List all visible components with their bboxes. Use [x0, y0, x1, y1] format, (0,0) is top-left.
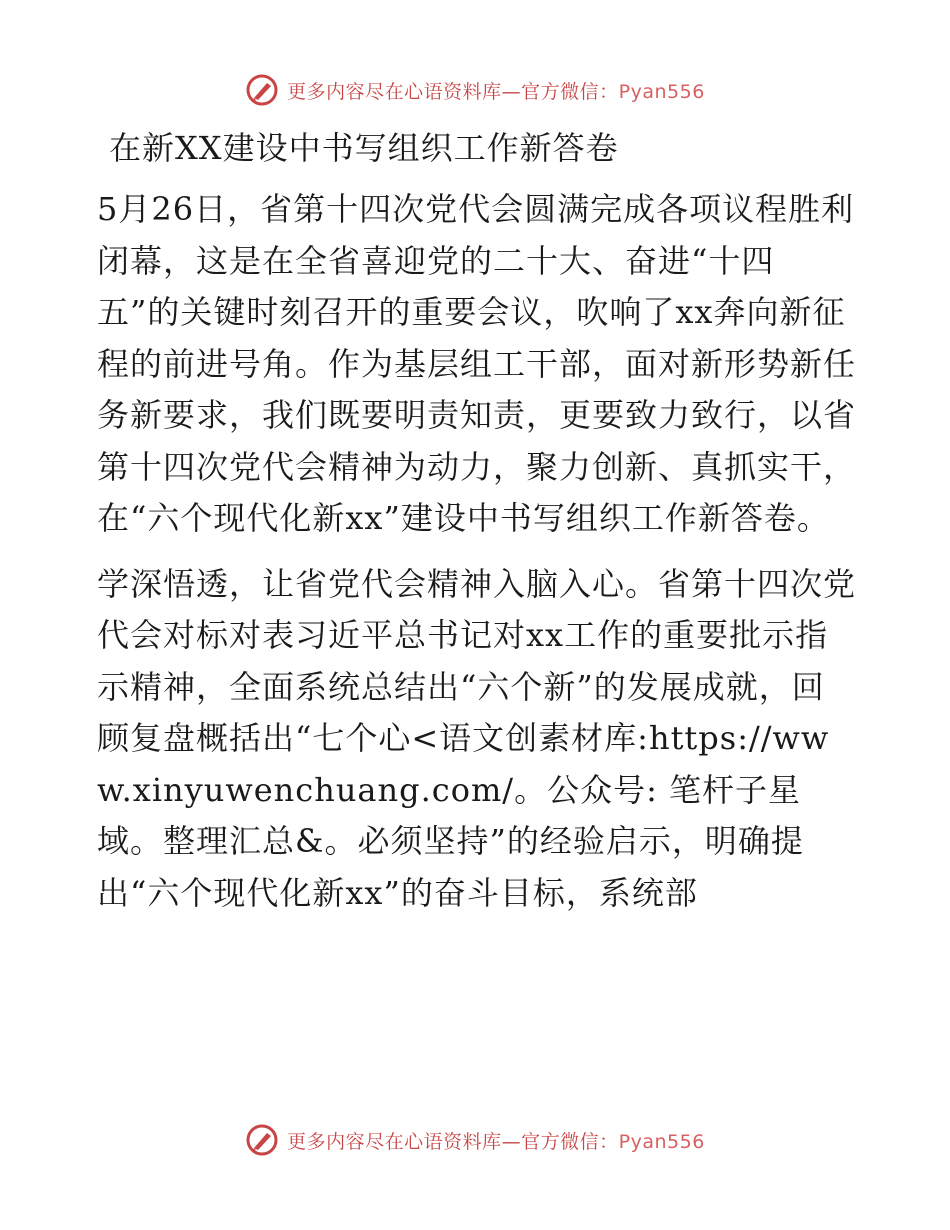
- document-title: 在新XX建设中书写组织工作新答卷: [109, 129, 619, 167]
- watermark-text: 更多内容尽在心语资料库—官方微信：Pyan556: [287, 1130, 705, 1153]
- pen-logo-icon: [245, 73, 279, 107]
- watermark-text: 更多内容尽在心语资料库—官方微信：Pyan556: [287, 80, 705, 103]
- header-watermark: [0, 70, 950, 110]
- paragraph-2: 学深悟透，让省党代会精神入脑入心。省第十四次党代会对标对表习近平总书记对xx工作的重要批示指示精神，全面系统总结出“六个新”的发展成就，回顾复盘概括出“七个心<语文创素材库:https://www.xinyuwenchuang.com/。公众号: 笔杆子星域。整理汇总&。必须坚持”的经验启示，明确提出“六个现代化新xx”的奋斗目标，系统部: [97, 564, 857, 912]
- document-body: [97, 122, 857, 933]
- footer-watermark: [0, 1120, 950, 1160]
- paragraph-1: 5月26日，省第十四次党代会圆满完成各项议程胜利闭幕，这是在全省喜迎党的二十大、奋进“十四五”的关键时刻召开的重要会议，吹响了xx奔向新征程的前进号角。作为基层组工干部，面对新形势新任务新要求，我们既要明责知责，更要致力致行，以省第十四次党代会精神为动力，聚力创新、真抓实干，在“六个现代化新xx”建设中书写组织工作新答卷。: [97, 190, 857, 537]
- pen-logo-icon: [245, 1123, 279, 1157]
